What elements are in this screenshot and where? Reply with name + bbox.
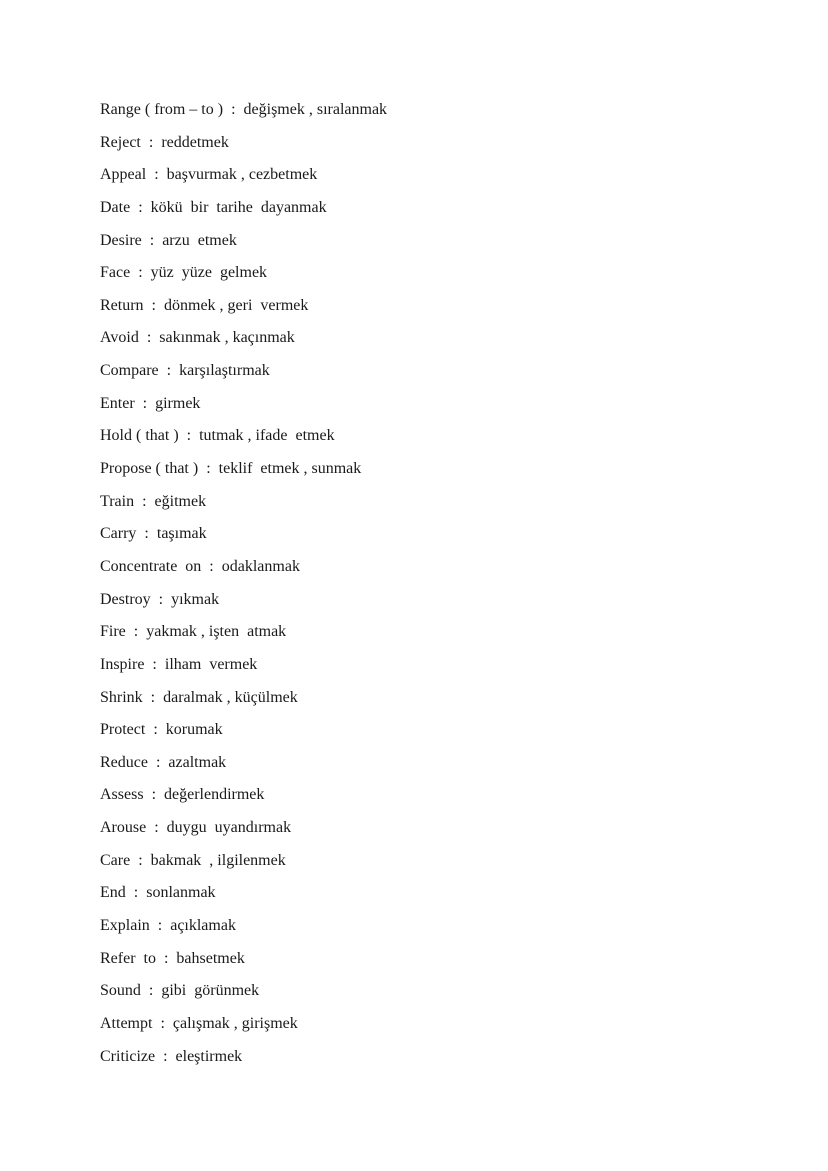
vocabulary-entry: Concentrate on : odaklanmak (100, 557, 300, 575)
vocabulary-entry: Avoid : sakınmak , kaçınmak (100, 329, 295, 347)
vocabulary-entry: Protect : korumak (100, 721, 223, 739)
vocabulary-entry: Shrink : daralmak , küçülmek (100, 688, 298, 706)
vocabulary-entry: Date : kökü bir tarihe dayanmak (100, 198, 327, 216)
vocabulary-entry: Carry : taşımak (100, 525, 207, 543)
vocabulary-entry: Reject : reddetmek (100, 133, 229, 151)
vocabulary-entry: Attempt : çalışmak , girişmek (100, 1014, 298, 1032)
vocabulary-entry: Criticize : eleştirmek (100, 1047, 243, 1065)
vocabulary-entry: Enter : girmek (100, 394, 201, 412)
vocabulary-entry: Hold ( that ) : tutmak , ifade etmek (100, 427, 335, 445)
vocabulary-entry: Explain : açıklamak (100, 917, 236, 935)
vocabulary-entry: Face : yüz yüze gelmek (100, 264, 268, 282)
vocabulary-entry: Compare : karşılaştırmak (100, 362, 270, 380)
vocabulary-entry: Range ( from – to ) : değişmek , sıralanmak (100, 101, 388, 118)
vocabulary-entry: Train : eğitmek (100, 492, 207, 510)
vocabulary-entry: Fire : yakmak , işten atmak (100, 623, 287, 641)
vocabulary-entry: Reduce : azaltmak (100, 753, 227, 771)
vocabulary-entry: Destroy : yıkmak (100, 590, 220, 608)
vocabulary-entry: Refer to : bahsetmek (100, 949, 245, 967)
vocabulary-entry: End : sonlanmak (100, 884, 216, 902)
vocabulary-entry: Care : bakmak , ilgilenmek (100, 851, 286, 869)
vocabulary-entry: Return : dönmek , geri vermek (100, 296, 309, 314)
vocabulary-list (100, 95, 760, 1074)
vocabulary-entry: Propose ( that ) : teklif etmek , sunmak (100, 460, 362, 478)
vocabulary-entry: Inspire : ilham vermek (100, 655, 258, 673)
vocabulary-entry: Desire : arzu etmek (100, 231, 237, 249)
vocabulary-entry: Sound : gibi görünmek (100, 982, 260, 1000)
vocabulary-entry: Assess : değerlendirmek (100, 786, 265, 804)
vocabulary-entry: Appeal : başvurmak , cezbetmek (100, 166, 318, 184)
vocabulary-entry: Arouse : duygu uyandırmak (100, 819, 292, 837)
